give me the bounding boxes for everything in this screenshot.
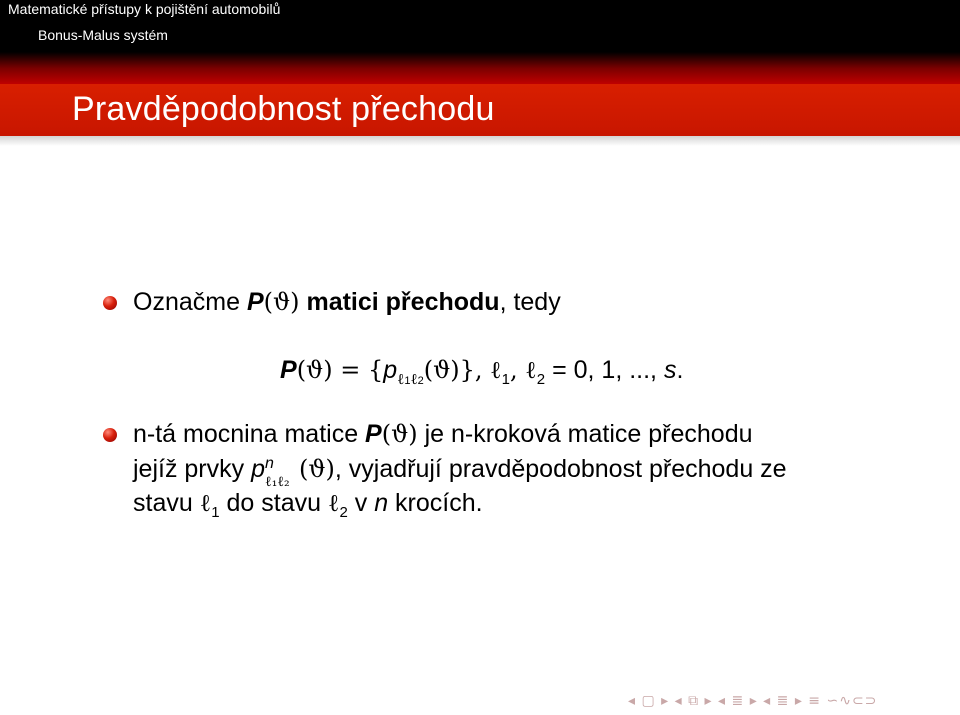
- slide-title: Pravděpodobnost přechodu: [72, 90, 495, 128]
- bullet2-line1: [133, 419, 753, 449]
- bullet1-pre: Označme: [133, 288, 247, 316]
- bullet2-line3: [133, 488, 483, 521]
- bullet2-l2: ℓ: [327, 489, 340, 517]
- formula-sub-l1: ℓ: [397, 370, 405, 388]
- formula-idx1: ℓ: [490, 356, 502, 384]
- formula-dot: .: [676, 356, 684, 384]
- bullet2-indices: [265, 455, 299, 490]
- bullet2-matrix-arg: (ϑ): [381, 420, 418, 448]
- bullet1-bold: matici přechodu: [299, 288, 500, 316]
- bullet2-line3-post: krocích.: [388, 489, 483, 517]
- bullet2-l1: ℓ: [199, 489, 212, 517]
- formula-comma: ,: [510, 356, 526, 384]
- bullet2-line1-pre: n-tá mocnina matice: [133, 420, 366, 448]
- bullet2-line2-pre: jejíž prvky: [133, 455, 252, 483]
- formula-p: p: [383, 356, 398, 384]
- matrix-symbol: P: [246, 288, 264, 316]
- formula-sub-2: 2: [417, 375, 424, 387]
- formula-idx1-sub: 1: [501, 371, 511, 388]
- header-bar: [0, 0, 960, 52]
- header-gradient: [0, 52, 960, 88]
- bullet2-line3-pre: stavu: [133, 489, 200, 517]
- bullet2-line3-v: v: [347, 489, 375, 517]
- bullet2-p: p: [251, 455, 265, 483]
- formula-s: s: [663, 356, 677, 384]
- formula-lhs-arg: (ϑ): [296, 356, 333, 384]
- bullet2-n: n: [374, 489, 389, 517]
- formula-idx2-sub: 2: [536, 371, 546, 388]
- bullet2-arg: (ϑ): [299, 455, 335, 483]
- formula-arg: (ϑ)},: [423, 356, 491, 384]
- bullet2-sup: n: [265, 455, 274, 472]
- formula-range: = 0, 1, ...,: [545, 356, 664, 384]
- slide-title-bar: [0, 84, 960, 136]
- section-title[interactable]: Bonus-Malus systém: [38, 27, 168, 43]
- bullet2-matrix-symbol: P: [365, 420, 382, 448]
- formula-idx2: ℓ: [525, 356, 537, 384]
- formula-sub-1: 1: [404, 375, 411, 387]
- bullet2-l1-sub: 1: [211, 504, 220, 521]
- formula: [280, 355, 684, 388]
- bullet2-line2: [133, 454, 787, 490]
- bullet-icon: [103, 296, 117, 310]
- bullet2-line2-post: , vyjadřují pravděpodobnost přechodu ze: [334, 455, 787, 483]
- formula-sub-l2: ℓ: [410, 370, 418, 388]
- bullet-icon: [103, 428, 117, 442]
- bullet1-post: , tedy: [499, 288, 561, 316]
- course-title[interactable]: Matematické přístupy k pojištění automobilů: [8, 1, 281, 17]
- matrix-arg: (ϑ): [263, 288, 300, 316]
- bullet2-line3-mid: do stavu: [219, 489, 328, 517]
- formula-eq: = {: [332, 356, 384, 384]
- bullet2-sub: ℓ₁ℓ₂: [265, 474, 290, 490]
- bullet2-l2-sub: 2: [339, 504, 348, 521]
- formula-lhs-symbol: P: [280, 356, 297, 384]
- bullet2-line1-post: je n-kroková matice přechodu: [417, 420, 753, 448]
- title-shadow: [0, 136, 960, 146]
- bullet1-text: [133, 287, 561, 317]
- beamer-navigation-icons[interactable]: ◂ ▢ ▸ ◂ ⧉ ▸ ◂ ≣ ▸ ◂ ≣ ▸ ≡ ∽∿⊂⊃: [628, 693, 878, 709]
